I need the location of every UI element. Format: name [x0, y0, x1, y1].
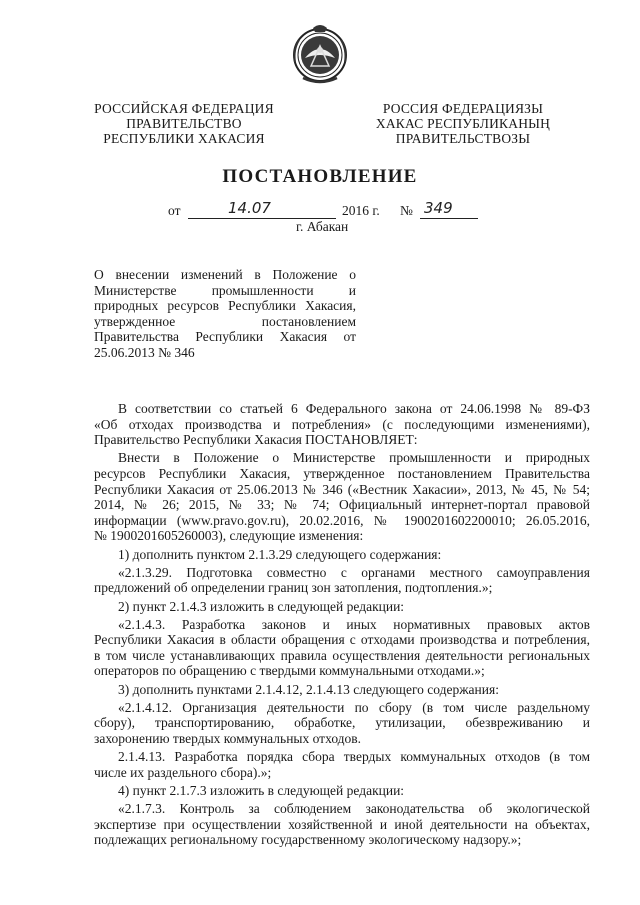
header-right-line: РОССИЯ ФЕДЕРАЦИЯЗЫ [382, 101, 544, 116]
body-line: экспертизе при осуществлении хозяйственной и иной деятельности на объектах, [94, 816, 590, 832]
body-paragraph [94, 547, 590, 563]
body-line: В соответствии со статьей 6 Федерального закона от 24.06.1998 № 89-ФЗ [118, 401, 590, 416]
date-year: 2016 г. [342, 203, 380, 218]
body-line: сбору), транспортированию, обработке, утилизации, обезвреживанию и [94, 715, 590, 731]
body-line: операторов по обращению с твердыми коммунальными отходами.»; [94, 663, 485, 679]
body-line: информации (www.pravo.gov.ru), 20.02.2016, № 1900201602200010; 26.05.2016, [94, 512, 590, 528]
subject-line: утвержденное постановлением [94, 313, 356, 329]
body-line: «2.1.4.3. Разработка законов и иных нормативных правовых актов [118, 616, 590, 632]
body-line: 2) пункт 2.1.4.3 изложить в следующей редакции: [118, 598, 405, 614]
body-line: «2.1.3.29. Подготовка совместно с органами местного самоуправления [118, 564, 590, 580]
header-right-line: ХАКАС РЕСПУБЛИКАНЫҢ [375, 116, 551, 131]
city: г. Абакан [296, 219, 349, 234]
body-line: «2.1.4.12. Организация деятельности по сбору (в том числе раздельному [118, 699, 590, 715]
document-body [94, 401, 590, 848]
body-paragraph [94, 565, 590, 596]
body-paragraph [94, 599, 590, 615]
handwritten-number: 349 [424, 199, 453, 217]
header-right [363, 101, 563, 146]
body-line: 2.1.4.13. Разработка порядка сбора твердых коммунальных отходов (в том [118, 749, 590, 765]
body-line: «2.1.7.3. Контроль за соблюдением законодательства об экологической [118, 801, 590, 817]
body-paragraph [94, 749, 590, 780]
body-line: ресурсов Республики Хакасия, утвержденное постановлением Правительства [94, 465, 590, 481]
body-paragraph [94, 401, 590, 448]
header-left-line: РЕСПУБЛИКИ ХАКАСИЯ [103, 131, 265, 146]
subject-line: Правительства Республики Хакасия от [94, 329, 356, 345]
body-line: Республики Хакасия в области обращения с отходами производства и потребления, [94, 632, 590, 648]
body-line: предложений об определении границ зон затопления, подтопления.»; [94, 580, 493, 596]
number-sign: № [400, 203, 413, 218]
number-underline [420, 218, 478, 219]
body-line: № 1900201605260003), следующие изменения: [94, 528, 364, 544]
subject-line: О внесении изменений в Положение о [94, 267, 356, 282]
coat-of-arms-icon [291, 22, 349, 84]
body-line: Правительство Республики Хакасия ПОСТАНОВЛЯЕТ: [94, 432, 418, 448]
body-paragraph [94, 801, 590, 848]
body-line: 4) пункт 2.1.7.3 изложить в следующей редакции: [118, 783, 405, 798]
header-left-line: РОССИЙСКАЯ ФЕДЕРАЦИЯ [94, 101, 274, 116]
body-line: 3) дополнить пунктами 2.1.4.12, 2.1.4.13 следующего содержания: [118, 681, 499, 697]
body-paragraph [94, 617, 590, 679]
body-line: 1) дополнить пунктом 2.1.3.29 следующего содержания: [118, 546, 442, 562]
date-prefix: от [168, 203, 181, 218]
subject-block [94, 267, 356, 361]
body-line: Внести в Положение о Министерстве промышленности и природных [118, 450, 590, 466]
subject-line: природных ресурсов Республики Хакасия, [94, 298, 356, 314]
body-line: подлежащих региональному государственному экологическому надзору.»; [94, 832, 522, 848]
body-line: в том числе устанавливающих правила осуществления деятельности региональных [94, 647, 590, 663]
body-line: «Об отходах производства и потребления» (с последующими изменениями), [94, 416, 590, 432]
subject-line: 25.06.2013 № 346 [94, 344, 195, 360]
body-line: 2014, № 26; 2015, № 33; № 74; Официальный интернет-портал правовой [94, 497, 590, 513]
body-paragraph [94, 783, 590, 799]
header-left-line: ПРАВИТЕЛЬСТВО [126, 116, 242, 131]
subject-line: Министерстве промышленности и [94, 282, 356, 298]
header-right-line: ПРАВИТЕЛЬСТВОЗЫ [395, 131, 531, 146]
body-line: Республики Хакасия от 25.06.2013 № 346 («Вестник Хакасии», 2013, № 45, № 54; [94, 481, 590, 497]
body-paragraph [94, 450, 590, 544]
body-line: числе их раздельного сбора).»; [94, 764, 272, 780]
body-paragraph [94, 682, 590, 698]
body-paragraph [94, 700, 590, 747]
document-title: ПОСТАНОВЛЕНИЕ [222, 166, 418, 187]
body-line: захоронению твердых коммунальных отходов. [94, 731, 362, 747]
header-left [84, 101, 284, 146]
handwritten-date: 14.07 [228, 199, 271, 217]
